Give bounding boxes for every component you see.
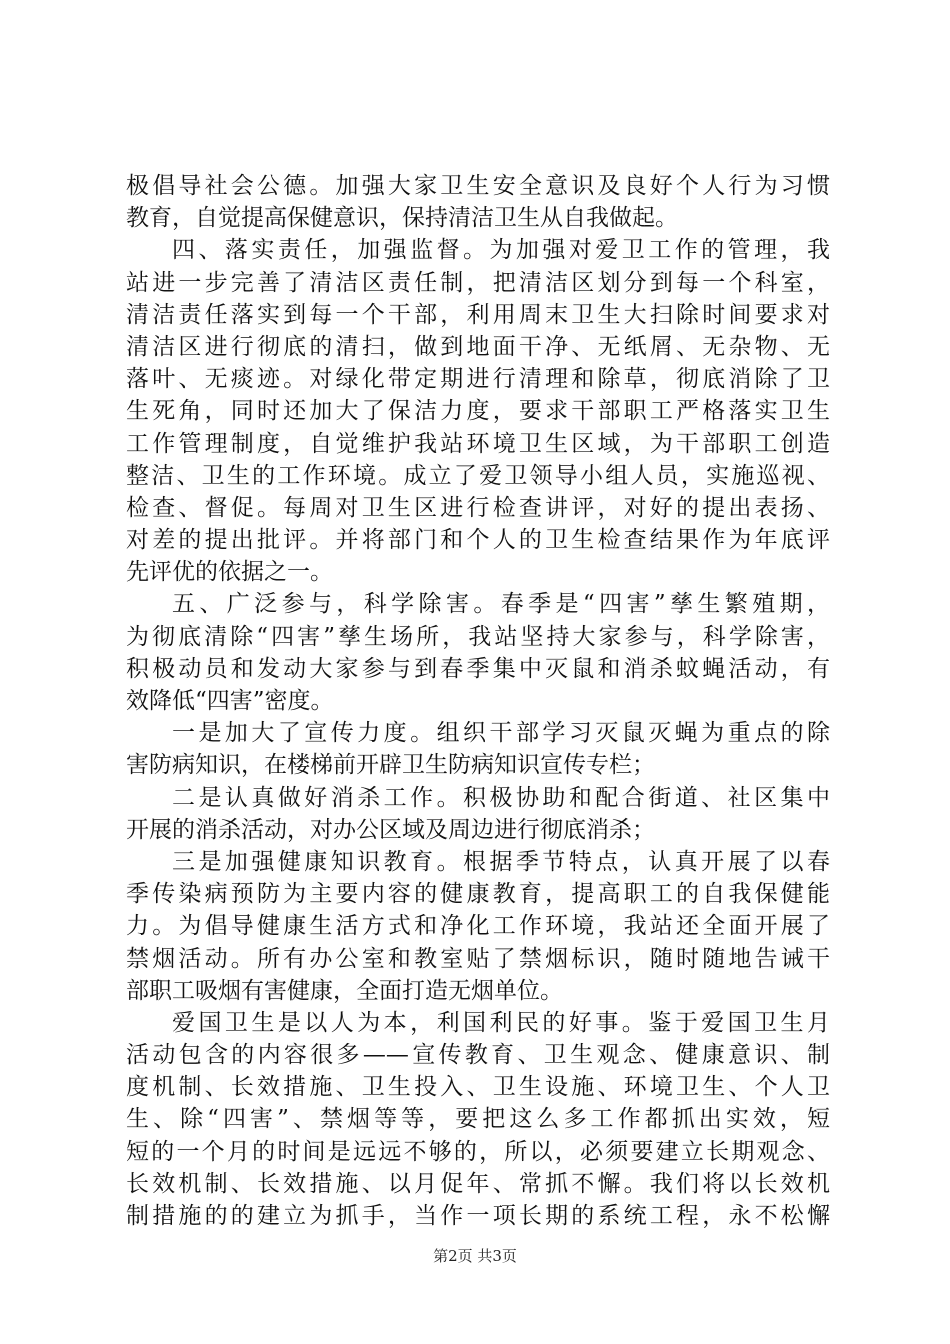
body-line: 先评优的依据之一。 — [126, 559, 333, 586]
body-line: 部职工吸烟有害健康，全面打造无烟单位。 — [126, 977, 563, 1004]
body-line: 落叶、无痰迹。对绿化带定期进行清理和除草，彻底消除了卫 — [126, 366, 830, 393]
body-line: 二是认真做好消杀工作。积极协助和配合街道、社区集中 — [172, 784, 830, 811]
body-line: 活动包含的内容很多——宣传教育、卫生观念、健康意识、制 — [126, 1042, 830, 1069]
body-line: 五、广泛参与，科学除害。春季是“四害”孳生繁殖期， — [172, 591, 830, 618]
body-line: 开展的消杀活动，对办公区域及周边进行彻底消杀； — [126, 816, 655, 843]
body-line: 效降低“四害”密度。 — [126, 688, 334, 714]
body-line: 积极动员和发动大家参与到春季集中灭鼠和消杀蚊蝇活动，有 — [126, 655, 830, 682]
body-line: 害防病知识，在楼梯前开辟卫生防病知识宣传专栏； — [126, 752, 655, 779]
body-line: 为彻底清除“四害”孳生场所，我站坚持大家参与，科学除害， — [126, 623, 830, 650]
body-line: 检查、督促。每周对卫生区进行检查讲评，对好的提出表扬、 — [126, 494, 830, 521]
body-line: 制措施的的建立为抓手，当作一项长期的系统工程，永不松懈 — [126, 1203, 830, 1229]
body-line: 力。为倡导健康生活方式和净化工作环境，我站还全面开展了 — [126, 913, 830, 940]
body-line: 教育，自觉提高保健意识，保持清洁卫生从自我做起。 — [126, 205, 678, 232]
body-line: 清洁区进行彻底的清扫，做到地面干净、无纸屑、无杂物、无 — [126, 333, 830, 360]
page-footer: 第2页 共3页 — [433, 1247, 517, 1265]
body-line: 爱国卫生是以人为本，利国利民的好事。鉴于爱国卫生月 — [172, 1009, 830, 1036]
body-line: 生死角，同时还加大了保洁力度，要求干部职工严格落实卫生 — [126, 398, 830, 425]
body-line: 度机制、长效措施、卫生投入、卫生设施、环境卫生、个人卫 — [126, 1074, 830, 1101]
body-line: 极倡导社会公德。加强大家卫生安全意识及良好个人行为习惯 — [126, 173, 830, 199]
body-line: 生、除“四害”、禁烟等等，要把这么多工作都抓出实效，短 — [126, 1106, 830, 1133]
body-line: 三是加强健康知识教育。根据季节特点，认真开展了以春 — [172, 848, 830, 875]
body-line: 长效机制、长效措施、以月促年、常抓不懈。我们将以长效机 — [126, 1170, 830, 1197]
body-line: 短的一个月的时间是远远不够的，所以，必须要建立长期观念、 — [126, 1138, 830, 1165]
body-line: 站进一步完善了清洁区责任制，把清洁区划分到每一个科室， — [126, 269, 830, 296]
document-body — [126, 170, 830, 1232]
body-line: 整洁、卫生的工作环境。成立了爱卫领导小组人员，实施巡视、 — [126, 462, 830, 489]
body-line: 四、落实责任，加强监督。为加强对爱卫工作的管理，我 — [172, 237, 830, 264]
body-line: 清洁责任落实到每一个干部，利用周末卫生大扫除时间要求对 — [126, 301, 830, 328]
body-line: 禁烟活动。所有办公室和教室贴了禁烟标识，随时随地告诫干 — [126, 945, 830, 972]
body-line: 对差的提出批评。并将部门和个人的卫生检查结果作为年底评 — [126, 527, 830, 554]
body-line: 一是加大了宣传力度。组织干部学习灭鼠灭蝇为重点的除 — [172, 720, 830, 747]
body-line: 工作管理制度，自觉维护我站环境卫生区域，为干部职工创造 — [126, 430, 830, 457]
body-line: 季传染病预防为主要内容的健康教育，提高职工的自我保健能 — [126, 881, 830, 908]
